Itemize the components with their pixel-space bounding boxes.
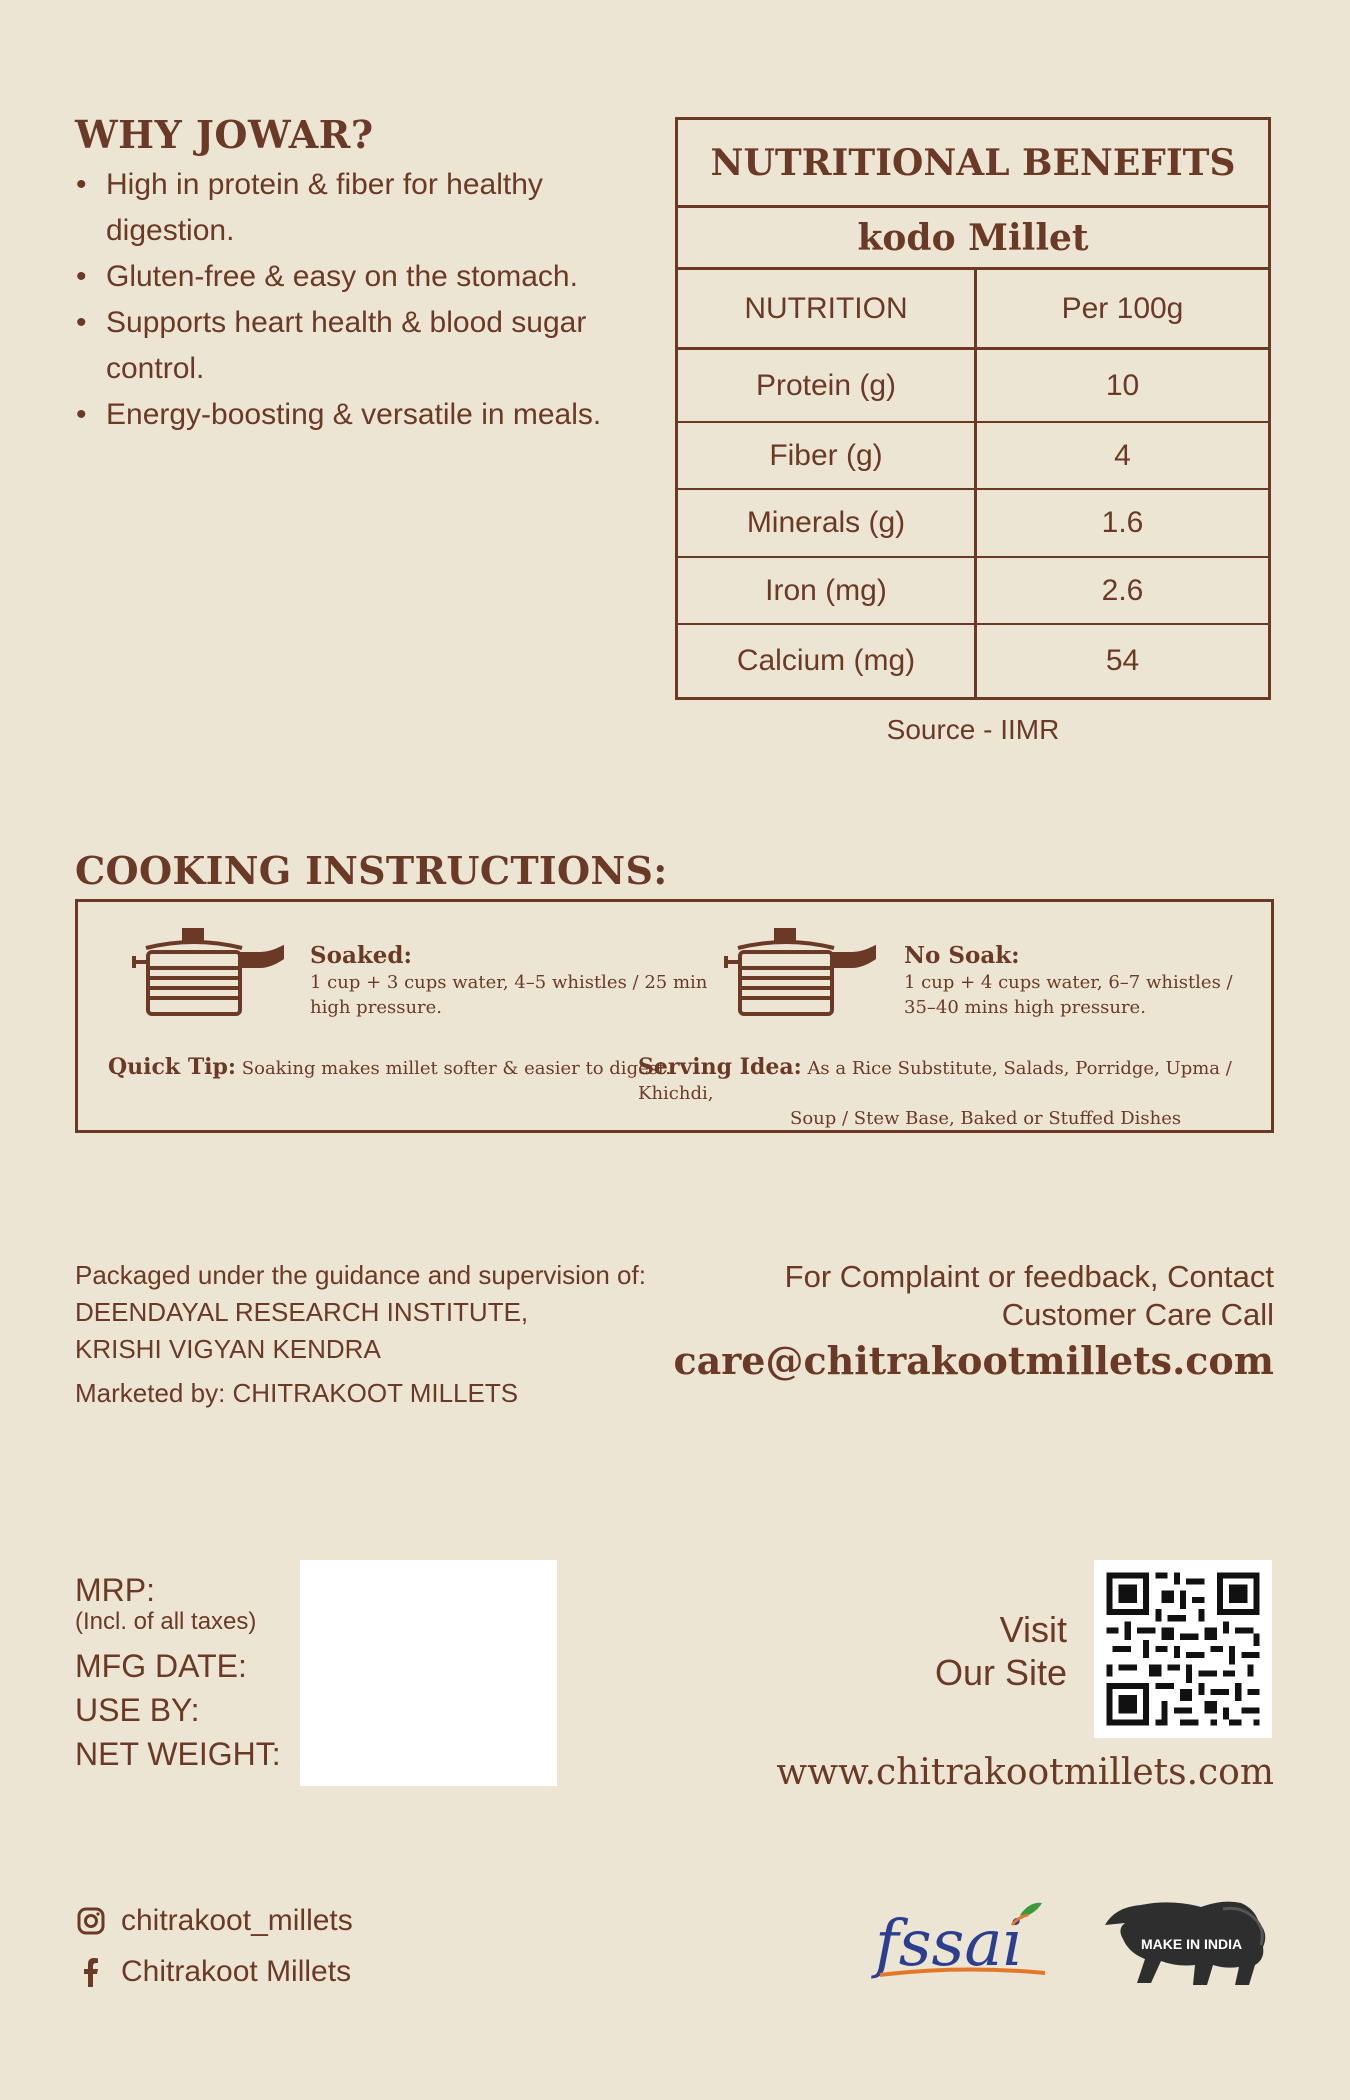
list-item: • Energy-boosting & versatile in meals. (72, 392, 652, 438)
instagram-text: chitrakoot_millets (121, 1904, 353, 1937)
mfg-date-label: MFG DATE: (75, 1648, 247, 1684)
packaging-line2: DEENDAYAL RESEARCH INSTITUTE, (75, 1297, 529, 1327)
make-in-india-lion-logo (1093, 1895, 1278, 1989)
header-nutrition: NUTRITION (678, 270, 977, 347)
quick-tip-label: Quick Tip: (108, 1054, 237, 1080)
table-row (678, 350, 1268, 423)
soaked-line2: high pressure. (310, 997, 443, 1018)
list-item: • High in protein & fiber for healthy digestion. (72, 162, 652, 254)
pressure-cooker-icon (126, 922, 286, 1022)
list-item: • Gluten-free & easy on the stomach. (72, 254, 652, 300)
website-link[interactable]: www.chitrakootmillets.com (776, 1752, 1274, 1793)
qr-code-icon[interactable] (1094, 1560, 1272, 1738)
packaging-info (75, 1257, 646, 1368)
nutrition-title: NUTRITIONAL BENEFITS (678, 120, 1268, 208)
nutrition-table (675, 117, 1271, 700)
table-row (678, 423, 1268, 490)
table-row (678, 490, 1268, 558)
taxes-note: (Incl. of all taxes) (75, 1608, 257, 1635)
row-label: Minerals (g) (678, 490, 977, 556)
visit-line1: Visit (999, 1609, 1067, 1650)
use-by-label: USE BY: (75, 1692, 200, 1728)
row-label: Fiber (g) (678, 423, 977, 488)
complaint-line1: For Complaint or feedback, Contact (784, 1259, 1274, 1294)
row-value: 2.6 (1101, 573, 1144, 607)
packaging-line1: Packaged under the guidance and supervision of: (75, 1260, 646, 1290)
nosoak-title: No Soak: (904, 942, 1020, 969)
row-value: 1.6 (1101, 506, 1144, 539)
soaked-text (310, 970, 707, 1020)
packaging-line3: KRISHI VIGYAN KENDRA (75, 1334, 381, 1364)
serving-idea-label: Serving Idea: (638, 1054, 802, 1080)
net-weight-label: NET WEIGHT: (75, 1736, 281, 1772)
serving-idea-line2: Soup / Stew Base, Baked or Stuffed Dishes (790, 1108, 1182, 1129)
nosoak-line2: 35–40 mins high pressure. (904, 997, 1146, 1018)
cooking-box (75, 899, 1274, 1133)
facebook-text: Chitrakoot Millets (121, 1955, 352, 1988)
row-value: 4 (1114, 438, 1131, 472)
quick-tip-text: Soaking makes millet softer & easier to digest. (241, 1058, 671, 1079)
soaked-line1: 1 cup + 3 cups water, 4–5 whistles / 25 min (310, 972, 708, 993)
list-item: • Supports heart health & blood sugar control. (72, 300, 652, 392)
quick-tip (108, 1055, 671, 1081)
row-label: Calcium (mg) (678, 625, 977, 697)
soaked-title: Soaked: (310, 942, 412, 969)
mrp-label: MRP: (75, 1572, 155, 1608)
serving-idea (638, 1055, 1271, 1131)
complaint-text (785, 1258, 1274, 1334)
facebook-icon (75, 1956, 107, 1988)
row-label: Protein (g) (678, 350, 977, 421)
table-row (678, 625, 1268, 697)
row-value: 54 (1105, 644, 1140, 677)
facebook-page[interactable] (75, 1955, 351, 1989)
marketed-by: Marketed by: CHITRAKOOT MILLETS (75, 1378, 519, 1408)
print-area-blank (300, 1560, 557, 1786)
make-in-india-text: MAKE IN INDIA (1141, 1936, 1243, 1952)
mrp-block (75, 1572, 281, 1780)
why-list (72, 162, 652, 438)
complaint-line2: Customer Care Call (1001, 1297, 1274, 1332)
table-header-row (678, 270, 1268, 350)
why-title: WHY JOWAR? (75, 112, 374, 157)
instagram-handle[interactable] (75, 1904, 353, 1938)
row-label: Iron (mg) (678, 558, 977, 623)
cooking-title: COOKING INSTRUCTIONS: (75, 848, 668, 893)
fssai-logo (870, 1895, 1055, 1985)
care-email-link[interactable]: care@chitrakootmillets.com (673, 1338, 1274, 1383)
nutrition-subtitle: kodo Millet (678, 208, 1268, 270)
visit-line2: Our Site (934, 1652, 1067, 1693)
nosoak-line1: 1 cup + 4 cups water, 6–7 whistles / (904, 972, 1233, 993)
visit-text (935, 1608, 1067, 1694)
nosoak-text (904, 970, 1233, 1020)
header-per-100g: Per 100g (1061, 291, 1184, 325)
serving-idea-line1: As a Rice Substitute, Salads, Porridge, Upma / Khichdi, (638, 1058, 1232, 1104)
instagram-icon (75, 1905, 107, 1937)
row-value: 10 (1105, 368, 1140, 402)
table-row (678, 558, 1268, 625)
fssai-logo-text: fssai (875, 1907, 1023, 1981)
pressure-cooker-icon (718, 922, 878, 1022)
source-note: Source - IIMR (886, 714, 1060, 745)
